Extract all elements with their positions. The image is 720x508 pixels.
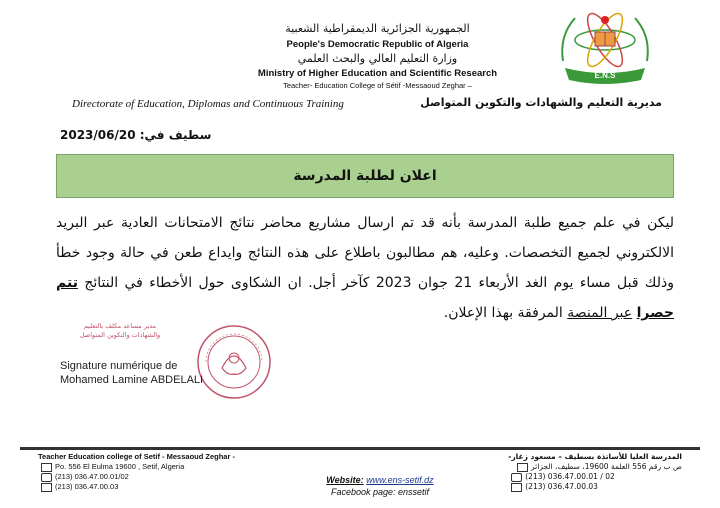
college-logo bbox=[555, 6, 655, 88]
header-school-name: Teacher- Education College of Sétif -Messaoud Zeghar – bbox=[283, 81, 472, 90]
header-arabic-ministry: وزارة التعليم العالي والبحث العلمي bbox=[297, 52, 458, 65]
footer-right bbox=[508, 452, 682, 492]
footer-center bbox=[300, 474, 460, 498]
footer-right-phone-2: (213) 036.47.00.03 bbox=[525, 482, 598, 491]
footer-left-address: Po. 556 El Eulma 19600 , Setif, Algeria bbox=[55, 462, 185, 471]
body-underlined-1: تتم حصرا bbox=[56, 275, 674, 321]
header-english-republic: People's Democratic Republic of Algeria bbox=[286, 39, 469, 50]
header-arabic-republic: الجمهورية الجزائرية الديمقراطية الشعبية bbox=[285, 22, 470, 35]
signature-line-1: Signature numérique de bbox=[60, 360, 178, 372]
footer-left-phone-2: (213) 036.47.00.03 bbox=[55, 482, 119, 491]
body-part-1: ليكن في علم جميع طلبة المدرسة بأنه قد تم ارسال مشاريع محاضر نتائج الامتحانات العادية عبر البريد الالكتروني لجميع التخصصات. وعليه، هم مطالبون باطلاع على هذه النتائج وايداع طعن في حالة وجود خطأ وذلك قبل مساء يوم الغد الأربعاء 21 جوان 2023 كآخر أجل. ان الشكاوى حول الأخطاء في النتائج bbox=[56, 215, 674, 291]
footer-divider bbox=[20, 447, 700, 450]
signature-line-2: Mohamed Lamine ABDELALI bbox=[60, 374, 204, 386]
announcement-title: اعلان لطلبة المدرسة bbox=[293, 168, 437, 184]
official-seal bbox=[194, 322, 274, 402]
website-label: Website: bbox=[326, 475, 364, 485]
footer-right-phone-1: (213) 036.47.00.01 / 02 bbox=[525, 472, 615, 481]
directorate-english: Directorate of Education, Diplomas and Continuous Training bbox=[72, 98, 344, 110]
footer-right-address: ص ب رقم 556 العلمة 19600، سطيف، الجزائر bbox=[530, 462, 682, 471]
date-line: سطيف في: 2023/06/20 bbox=[60, 128, 212, 142]
fax-icon bbox=[511, 483, 522, 492]
directorate-arabic: مديرية التعليم والشهادات والتكوين المتواصل bbox=[420, 96, 662, 109]
phone-icon bbox=[41, 473, 52, 482]
mail-icon bbox=[41, 463, 52, 472]
body-part-2: المرفقة بهذا الإعلان. bbox=[443, 305, 568, 321]
footer-left-title: Teacher Education college of Setif - Messaoud Zeghar - bbox=[38, 452, 235, 461]
logo-text: E.N.S bbox=[594, 71, 616, 80]
website-link[interactable]: www.ens-setif.dz bbox=[366, 475, 434, 485]
mail-icon bbox=[517, 463, 528, 472]
signature-stamp-text: مدير مساعد مكلف بالتعليم والشهادات والتكوين المتواصل bbox=[79, 322, 161, 339]
phone-icon bbox=[511, 473, 522, 482]
fax-icon bbox=[41, 483, 52, 492]
footer-left bbox=[38, 452, 235, 492]
announcement-body bbox=[56, 208, 674, 328]
body-underlined-2: عبر المنصة bbox=[567, 305, 633, 321]
announcement-banner bbox=[56, 154, 674, 198]
facebook-page: Facebook page: enssetif bbox=[330, 487, 430, 497]
header-english-ministry: Ministry of Higher Education and Scientific Research bbox=[257, 68, 498, 79]
footer-right-title: المدرسة العليا للأساتذة بسطيف – مسعود زغار- bbox=[508, 452, 682, 461]
footer-left-phone-1: (213) 036.47.00.01/02 bbox=[55, 472, 129, 481]
